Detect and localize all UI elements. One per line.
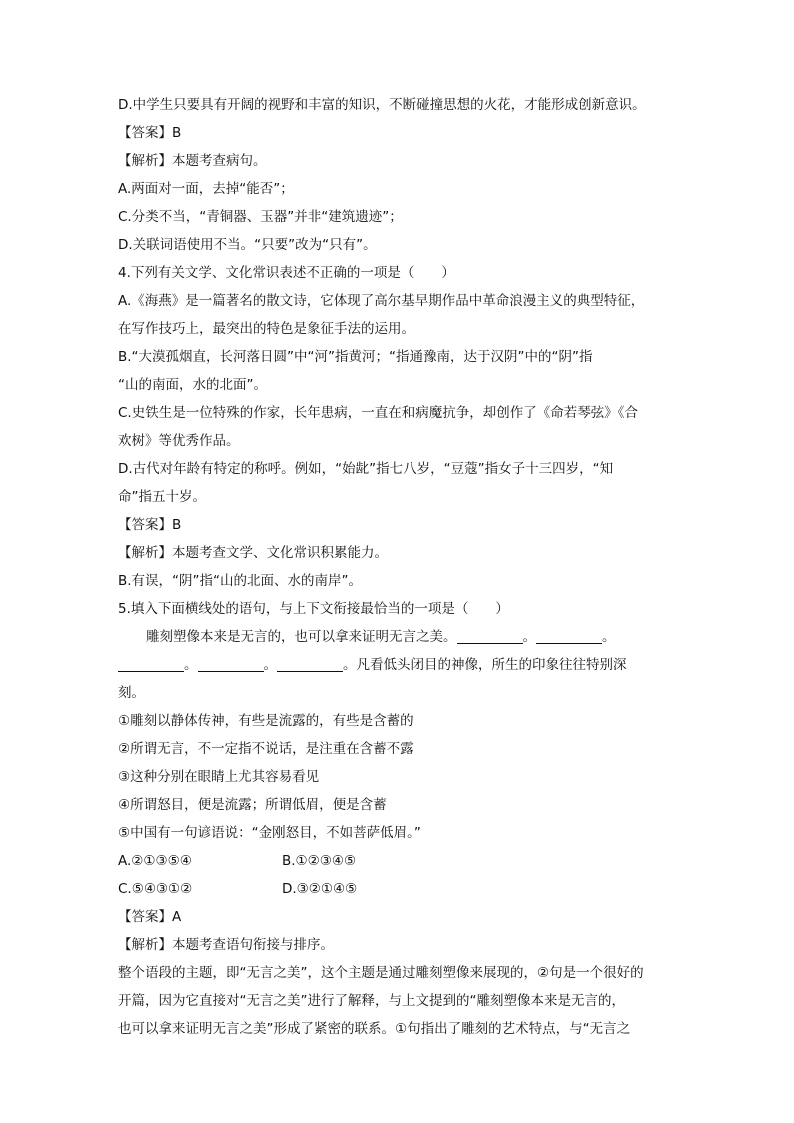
- q4-option-a-line2: 在写作技巧上，最突出的特色是象征手法的运用。: [118, 321, 415, 337]
- blank-period: 。: [522, 629, 536, 645]
- q5-choice-d: D.③②①④⑤: [282, 881, 358, 897]
- q5-stem: 5.填入下面横线处的语句，与上下文衔接最恰当的一项是（ ）: [118, 601, 509, 617]
- q4-option-d-line1: D.古代对年龄有特定的称呼。例如，“始龀”指七八岁，“豆蔻”指女子十三四岁，“知: [118, 461, 614, 477]
- blank-period: 。: [343, 657, 357, 673]
- q5-sentence-4: ④所谓怒目，便是流露；所谓低眉，便是含蓄: [118, 797, 387, 813]
- q5-analysis: 【解析】本题考查语句衔接与排序。: [118, 937, 334, 953]
- fill-blank-3: [118, 655, 184, 672]
- q5-choice-c: C.⑤④③①②: [118, 881, 193, 897]
- q5-passage-line2: [118, 651, 678, 679]
- q5-sentence-1: ①雕刻以静体传神，有些是流露的，有些是含蓄的: [118, 713, 414, 729]
- q5-sentence-3: ③这种分别在眼睛上尤其容易看见: [118, 769, 320, 785]
- q4-option-b-line2: “山的南面，水的北面”。: [118, 377, 267, 393]
- q4-note: B.有误，“阴”指“山的北面、水的南岸”。: [118, 573, 363, 589]
- q4-option-b-line1: B.“大漠孤烟直，长河落日圆”中“河”指黄河；“指通豫南，达于汉阴”中的“阴”指: [118, 349, 593, 365]
- q4-analysis: 【解析】本题考查文学、文化常识积累能力。: [118, 545, 388, 561]
- q3-answer: 【答案】B: [118, 125, 182, 141]
- q4-option-c-line2: 欢树》等优秀作品。: [118, 433, 240, 449]
- q5-choice-a: A.②①③⑤④: [118, 853, 192, 869]
- q4-answer: 【答案】B: [118, 517, 182, 533]
- q5-choices-row2: [118, 875, 678, 903]
- q3-note-c: C.分类不当，“青铜器、玉器”并非“建筑遗迹”；: [118, 209, 403, 225]
- q3-analysis: 【解析】本题考查病句。: [118, 153, 267, 169]
- blank-period: 。: [184, 657, 198, 673]
- blank-period: 。: [263, 657, 277, 673]
- q3-note-d: D.关联词语使用不当。“只要”改为“只有”。: [118, 237, 377, 253]
- q4-option-a-line1: A.《海燕》是一篇著名的散文诗，它体现了高尔基早期作品中革命浪漫主义的典型特征，: [118, 293, 645, 309]
- q5-sentence-2: ②所谓无言，不一定指不说话，是注重在含蓄不露: [118, 741, 414, 757]
- q5-sentence-5: ⑤中国有一句谚语说：“金刚怒目，不如菩萨低眉。”: [118, 825, 421, 841]
- q5-choice-b: B.①②③④⑤: [282, 853, 357, 869]
- q3-option-d: D.中学生只要具有开阔的视野和丰富的知识，不断碰撞思想的火花，才能形成创新意识。: [118, 97, 646, 113]
- q5-passage-line1: [118, 623, 678, 651]
- q4-stem: 4.下列有关文学、文化常识表述不正确的一项是（ ）: [118, 265, 455, 281]
- q3-note-a: A.两面对一面，去掉“能否”；: [118, 181, 294, 197]
- q4-option-d-line2: 命”指五十岁。: [118, 489, 206, 505]
- fill-blank-5: [277, 655, 343, 672]
- blank-period: 。: [602, 629, 616, 645]
- q5-explanation-line3: 也可以拿来证明无言之美”形成了紧密的联系。①句指出了雕刻的艺术特点，与“无言之: [118, 1021, 631, 1037]
- fill-blank-2: [536, 627, 602, 644]
- q5-choices-row1: [118, 847, 678, 875]
- document-page: [118, 91, 678, 1043]
- fill-blank-4: [198, 655, 264, 672]
- q5-explanation-line2: 开篇，因为它直接对“无言之美”进行了解释，与上文提到的“雕刻塑像本来是无言的，: [118, 993, 625, 1009]
- q5-passage-start: 雕刻塑像本来是无言的，也可以拿来证明无言之美。: [146, 629, 457, 645]
- q5-passage-end: 凡看低头闭目的神像，所生的印象往往特别深: [356, 657, 627, 673]
- q5-answer: 【答案】A: [118, 909, 182, 925]
- q5-passage-tail: 刻。: [118, 685, 145, 701]
- q5-explanation-line1: 整个语段的主题，即“无言之美”，这个主题是通过雕刻塑像来展现的，②句是一个很好的: [118, 965, 644, 981]
- fill-blank-1: [457, 627, 523, 644]
- q4-option-c-line1: C.史铁生是一位特殊的作家，长年患病，一直在和病魔抗争，却创作了《命若琴弦》《合: [118, 405, 638, 421]
